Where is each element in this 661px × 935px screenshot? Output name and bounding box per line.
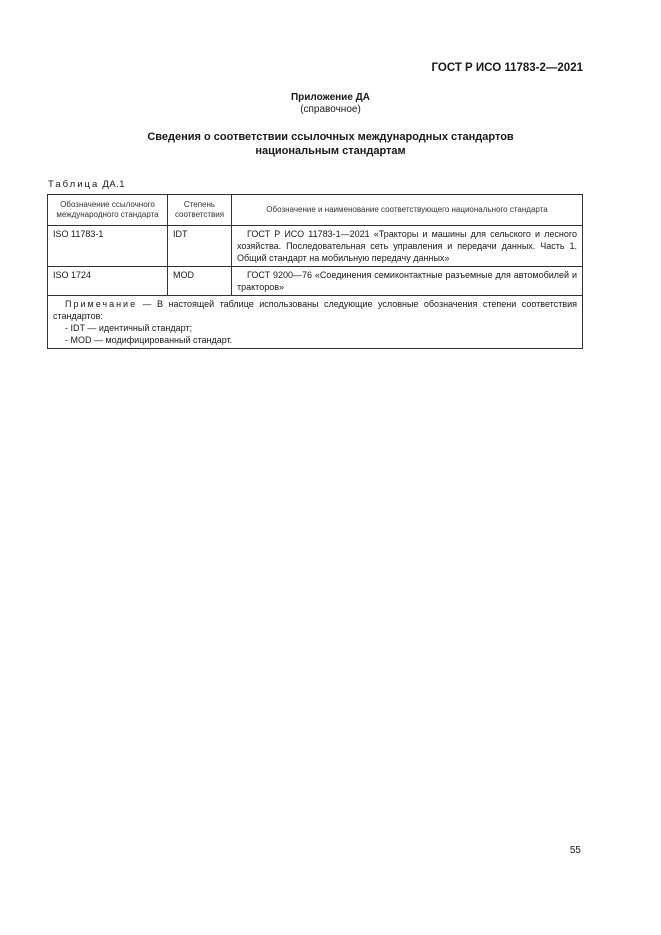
cell-national-text: ГОСТ Р ИСО 11783-1—2021 «Тракторы и машины для сельского и лесного хозяйства. Последовательная сеть управления и передачи данных. Часть 1. Общий стандарт на мобильную передачу данных»: [237, 229, 577, 263]
header-degree: Степень соответствия: [168, 195, 232, 226]
table-row: [48, 267, 583, 296]
note-heading: [53, 298, 577, 322]
table-note-row: [48, 296, 583, 349]
table-label-number: ДА.1: [102, 179, 126, 190]
section-heading-line-1: Сведения о соответствии ссылочных международных стандартов: [147, 131, 514, 143]
cell-national: [232, 226, 583, 267]
table-label: [48, 179, 125, 190]
page-number: 55: [569, 845, 581, 856]
appendix-subtitle: (справочное): [300, 104, 361, 115]
note-text: — В настоящей таблице использованы следующие условные обозначения степени соответствия стандартов:: [53, 299, 577, 321]
header-reference-standard: Обозначение ссылочного международного стандарта: [48, 195, 168, 226]
header-national-standard: Обозначение и наименование соответствующего национального стандарта: [232, 195, 583, 226]
table-header-row: [48, 195, 583, 226]
note-label: Примечание: [65, 299, 138, 309]
cell-reference: ISO 1724: [48, 267, 168, 296]
cell-national: [232, 267, 583, 296]
section-heading-line-2: национальным стандартам: [255, 145, 406, 157]
note-item: - IDT — идентичный стандарт;: [65, 323, 193, 333]
cell-degree: MOD: [168, 267, 232, 296]
table-note: [48, 296, 583, 349]
document-code: ГОСТ Р ИСО 11783-2—2021: [431, 62, 583, 74]
cell-reference: ISO 11783-1: [48, 226, 168, 267]
cell-degree: IDT: [168, 226, 232, 267]
table-label-word: Таблица: [48, 179, 100, 190]
section-heading: [0, 130, 661, 158]
appendix-title: Приложение ДА: [290, 92, 371, 103]
note-item: - MOD — модифицированный стандарт.: [65, 335, 233, 345]
cell-national-text: ГОСТ 9200—76 «Соединения семиконтактные разъемные для автомобилей и тракторов»: [237, 270, 577, 292]
table-row: [48, 226, 583, 267]
correspondence-table: [47, 194, 583, 349]
